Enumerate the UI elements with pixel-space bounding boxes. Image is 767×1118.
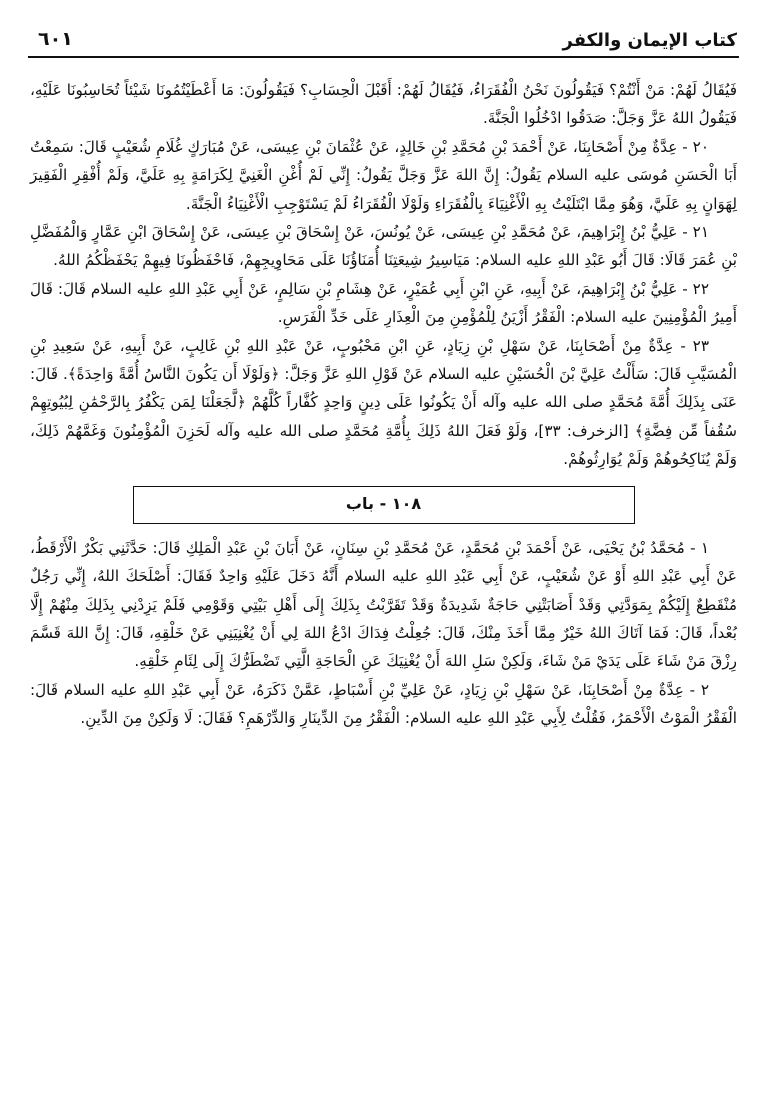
page-header [30, 22, 737, 56]
paragraph: ٢٢ - عَلِيُّ بْنُ إِبْرَاهِيمَ، عَنْ أَبِيهِ، عَنِ ابْنِ أَبِي عُمَيْرٍ، عَنْ هِشَامِ بْنِ سَالِمٍ، عَنْ أَبِي عَبْدِ اللهِ عليه السلام قَالَ: قَالَ أَمِيرُ الْمُؤْمِنِينَ عليه السلام: الْفَقْرُ أَزْيَنُ لِلْمُؤْمِنِ مِنَ الْعِذَارِ عَلَى خَدِّ الْفَرَسِ. [30, 279, 737, 327]
header-divider [28, 56, 739, 58]
chapter-heading-box [133, 486, 635, 524]
paragraph: ٢٠ - عِدَّةٌ مِنْ أَصْحَابِنَا، عَنْ أَحْمَدَ بْنِ مُحَمَّدِ بْنِ خَالِدٍ، عَنْ عُثْمَانَ بْنِ عِيسَى، عَنْ مُبَارَكٍ غُلَامِ شُعَيْبٍ قَالَ: سَمِعْتُ أَبَا الْحَسَنِ مُوسَى عليه السلام يَقُولُ: إِنَّ اللهَ عَزَّ وَجَلَّ يَقُولُ: إِنِّي لَمْ أُغْنِ الْغَنِيَّ لِكَرَامَةٍ بِهِ عَلَيَّ، وَلَمْ أُفْقِرِ الْفَقِيرَ لِهَوَانٍ بِهِ عَلَيَّ، وَهُوَ مِمَّا ابْتَلَيْتُ بِهِ الْأَغْنِيَاءَ بِالْفُقَرَاءِ وَلَوْلَا الْفُقَرَاءُ لَمْ يَسْتَوْجِبِ الْأَغْنِيَاءُ الْجَنَّةَ. [30, 137, 737, 213]
book-title: كتاب الإيمان والكفر [562, 30, 737, 51]
page-body [30, 76, 737, 733]
paragraph: ١ - مُحَمَّدُ بْنُ يَحْيَى، عَنْ أَحْمَدَ بْنِ مُحَمَّدٍ، عَنْ مُحَمَّدِ بْنِ سِنَانٍ، عَنْ أَبَانَ بْنِ عَبْدِ الْمَلِكِ قَالَ: حَدَّثَنِي بَكْرٌ الْأَرْقَطُ، عَنْ أَبِي عَبْدِ اللهِ أَوْ عَنْ شُعَيْبٍ، عَنْ أَبِي عَبْدِ اللهِ عليه السلام أَنَّهُ دَخَلَ عَلَيْهِ وَاحِدٌ فَقَالَ: أَصْلَحَكَ اللهُ، إِنِّي رَجُلٌ مُنْقَطِعٌ إِلَيْكُمْ بِمَوَدَّتِي وَقَدْ أَصَابَتْنِي حَاجَةٌ شَدِيدَةٌ وَقَدْ تَقَرَّبْتُ بِذَلِكَ إِلَى أَهْلِ بَيْتِي وَقَوْمِي فَلَمْ يَزِدْنِي بِذَلِكَ مِنْهُمْ إِلَّا بُعْداً، قَالَ: فَمَا آتَاكَ اللهُ خَيْرٌ مِمَّا أَخَذَ مِنْكَ، قَالَ: جُعِلْتُ فِدَاكَ ادْعُ اللهَ لِي أَنْ يُغْنِيَنِي عَنْ خَلْقِهِ، قَالَ: إِنَّ اللهَ قَسَّمَ رِزْقَ مَنْ شَاءَ عَلَى يَدَيْ مَنْ شَاءَ، وَلَكِنْ سَلِ اللهَ أَنْ يُغْنِيَكَ عَنِ الْحَاجَةِ الَّتِي تَضْطَرُّكَ إِلَى لِئَامِ خَلْقِهِ. [30, 538, 737, 671]
paragraph: ٢١ - عَلِيُّ بْنُ إِبْرَاهِيمَ، عَنْ مُحَمَّدِ بْنِ عِيسَى، عَنْ يُونُسَ، عَنْ إِسْحَاقَ بْنِ عِيسَى، عَنْ إِسْحَاقَ ابْنِ عَمَّارٍ وَالْمُفَضَّلِ بْنِ عُمَرَ قَالَا: قَالَ أَبُو عَبْدِ اللهِ عليه السلام: مَيَاسِيرُ شِيعَتِنَا أُمَنَاؤُنَا عَلَى مَحَاوِيجِهِمْ، فَاحْفَظُونَا فِيهِمْ يَحْفَظْكُمُ اللهُ. [30, 223, 737, 270]
paragraph: فَيُقَالُ لَهُمْ: مَنْ أَنْتُمْ؟ فَيَقُولُونَ نَحْنُ الْفُقَرَاءُ، فَيُقَالُ لَهُمْ: أَقَبْلَ الْحِسَابِ؟ فَيَقُولُونَ: مَا أَعْطَيْتُمُونَا شَيْئاً تُحَاسِبُونَا عَلَيْهِ، فَيَقُولُ اللهُ عَزَّ وَجَلَّ: صَدَقُوا ادْخُلُوا الْجَنَّةَ. [30, 81, 737, 128]
chapter-heading: ١٠٨ - باب [345, 494, 422, 514]
page-number: ٦٠١ [38, 28, 73, 50]
paragraph: ٢٣ - عِدَّةٌ مِنْ أَصْحَابِنَا، عَنْ سَهْلِ بْنِ زِيَادٍ، عَنِ ابْنِ مَحْبُوبٍ، عَنْ عَبْدِ اللهِ بْنِ غَالِبٍ، عَنْ أَبِيهِ، عَنْ سَعِيدِ بْنِ الْمُسَيَّبِ قَالَ: سَأَلْتُ عَلِيَّ بْنَ الْحُسَيْنِ عليه السلام عَنْ قَوْلِ اللهِ عَزَّ وَجَلَّ: ﴿وَلَوْلَا أَن يَكُونَ النَّاسُ أُمَّةً وَاحِدَةً﴾. قَالَ: عَنَى بِذَلِكَ أُمَّةَ مُحَمَّدٍ صلى الله عليه وآله أَنْ يَكُونُوا عَلَى دِينٍ وَاحِدٍ كُفَّاراً كُلَّهُمْ ﴿لَّجَعَلْنَا لِمَن يَكْفُرُ بِالرَّحْمَٰنِ لِبُيُوتِهِمْ سُقُفاً مِّن فِضَّةٍ﴾ [الزخرف: ٣٣]، وَلَوْ فَعَلَ اللهُ ذَلِكَ بِأُمَّةِ مُحَمَّدٍ صلى الله عليه وآله لَحَزِنَ الْمُؤْمِنُونَ وَغَمَّهُمْ ذَلِكَ، وَلَمْ يُنَاكِحُوهُمْ وَلَمْ يُوَارِثُوهُمْ. [30, 336, 737, 469]
paragraph: ٢ - عِدَّةٌ مِنْ أَصْحَابِنَا، عَنْ سَهْلِ بْنِ زِيَادٍ، عَنْ عَلِيِّ بْنِ أَسْبَاطٍ، عَمَّنْ ذَكَرَهُ، عَنْ أَبِي عَبْدِ اللهِ عليه السلام قَالَ: الْفَقْرُ الْمَوْتُ الْأَحْمَرُ، فَقُلْتُ لِأَبِي عَبْدِ اللهِ عليه السلام: الْفَقْرُ مِنَ الدِّينَارِ وَالدِّرْهَمِ؟ فَقَالَ: لَا وَلَكِنْ مِنَ الدِّينِ. [30, 680, 737, 728]
